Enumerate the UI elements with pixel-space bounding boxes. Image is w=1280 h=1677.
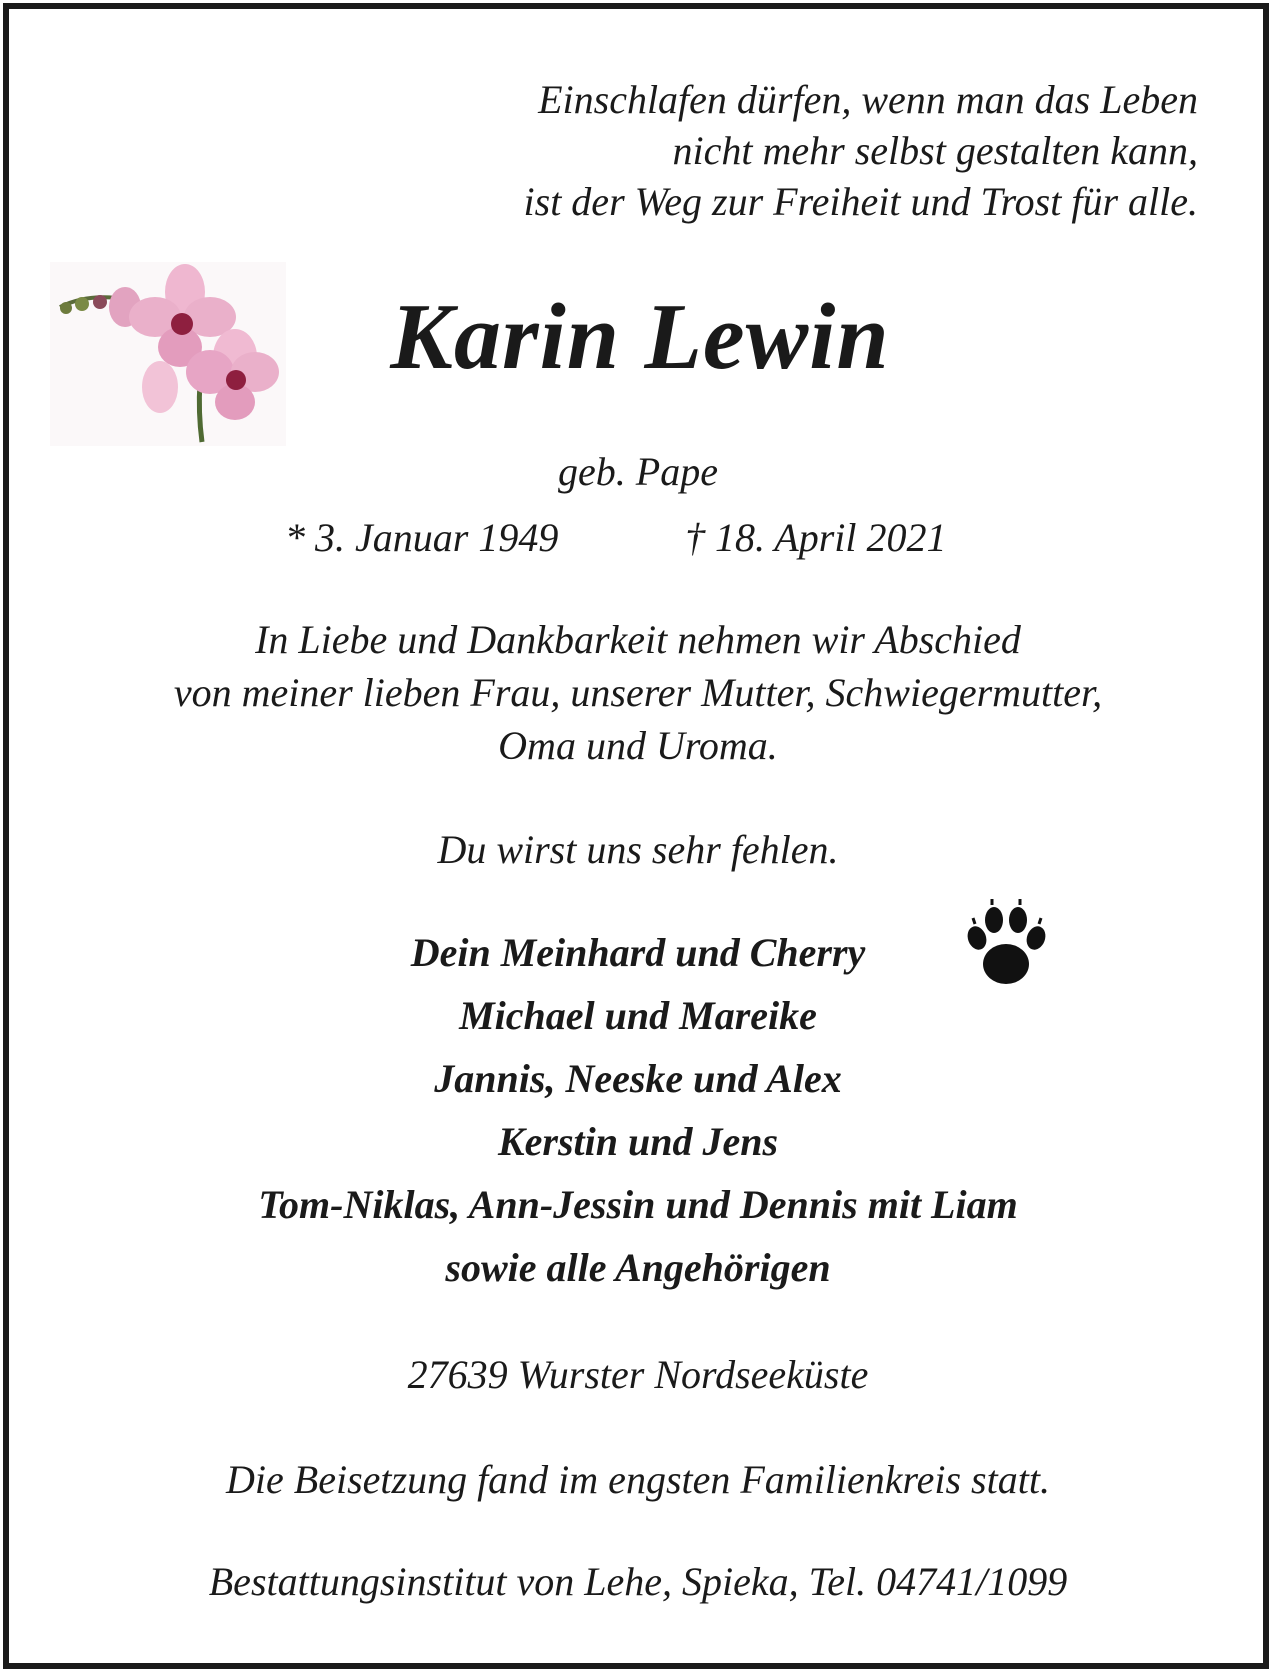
funeral-home-contact: Bestattungsinstitut von Lehe, Spieka, Tel. 04741/1099 — [208, 1559, 1068, 1604]
motto-line-1: Einschlafen dürfen, wenn man das Leben — [538, 77, 1198, 122]
mourner-line-6: sowie alle Angehörigen — [445, 1245, 831, 1290]
mourner-line-5: Tom-Niklas, Ann-Jessin und Dennis mit Liam — [258, 1182, 1018, 1227]
location-text: 27639 Wurster Nordseeküste — [407, 1352, 869, 1397]
burial-note: Die Beisetzung fand im engsten Familienkreis statt. — [226, 1457, 1050, 1502]
birth-date: * 3. Januar 1949 — [285, 515, 559, 560]
mourner-line-1: Dein Meinhard und Cherry — [410, 930, 866, 975]
motto-line-3: ist der Weg zur Freiheit und Trost für alle. — [523, 179, 1198, 224]
mourner-line-4: Kerstin und Jens — [497, 1119, 779, 1164]
motto-line-2: nicht mehr selbst gestalten kann, — [672, 128, 1198, 173]
miss-you-text: Du wirst uns sehr fehlen. — [437, 827, 839, 872]
deceased-name: Karin Lewin — [390, 285, 890, 389]
death-date: † 18. April 2021 — [685, 515, 947, 560]
maiden-name: geb. Pape — [558, 449, 718, 494]
farewell-line-1: In Liebe und Dankbarkeit nehmen wir Abschied — [255, 617, 1021, 662]
mourner-line-2: Michael und Mareike — [459, 993, 817, 1038]
mourner-line-3: Jannis, Neeske und Alex — [434, 1056, 842, 1101]
farewell-line-3: Oma und Uroma. — [498, 723, 778, 768]
farewell-line-2: von meiner lieben Frau, unserer Mutter, Schwiegermutter, — [173, 670, 1103, 715]
